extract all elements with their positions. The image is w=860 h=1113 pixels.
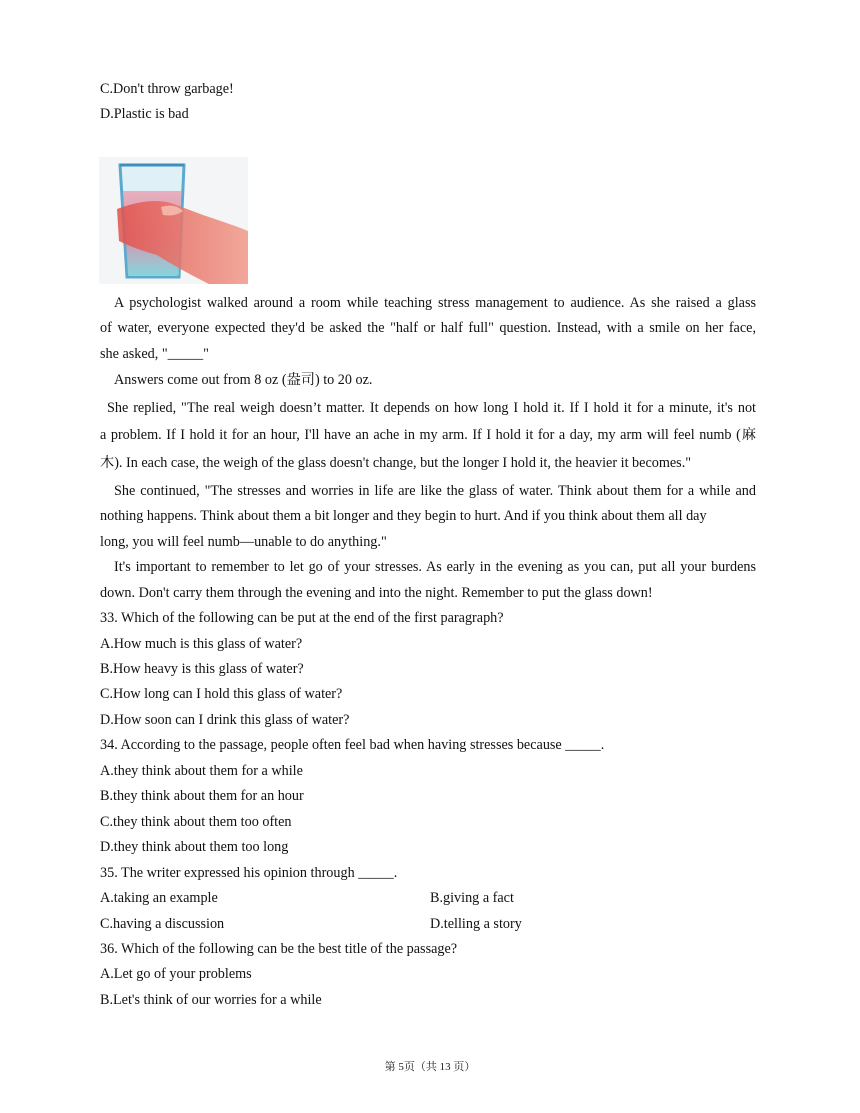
question-33-option-d: D.How soon can I drink this glass of water? (100, 712, 350, 728)
question-34-option-c: C.they think about them too often (100, 814, 292, 830)
question-35-option-b: B.giving a fact (430, 890, 514, 906)
passage-p5-line2: down. Don't carry them through the evening and into the night. Remember to put the glass down! (100, 585, 653, 601)
question-35-option-a: A.taking an example (100, 890, 218, 906)
passage-p3-line2: a problem. If I hold it for an hour, I'll have an ache in my arm. If I hold it for a day, my arm will feel numb (麻 (100, 427, 756, 443)
question-35-option-d: D.telling a story (430, 916, 522, 932)
glass-of-water-image (99, 157, 248, 284)
question-36-stem: 36. Which of the following can be the best title of the passage? (100, 941, 458, 957)
hand-holding-glass-icon (99, 157, 248, 284)
passage-p3-line1: She replied, "The real weigh doesn’t matter. It depends on how long I hold it. If I hold it for a minute, it's not (107, 400, 756, 416)
page-number-footer: 第 5页（共 13 页） (384, 1061, 476, 1073)
question-36-option-b: B.Let's think of our worries for a while (100, 992, 322, 1008)
passage-p2-line1: Answers come out from 8 oz (盎司) to 20 oz. (114, 372, 373, 388)
passage-p4-line1: She continued, "The stresses and worries in life are like the glass of water. Think about them for a while and (114, 483, 756, 499)
question-34-stem: 34. According to the passage, people often feel bad when having stresses because _____. (100, 737, 605, 753)
question-34-option-b: B.they think about them for an hour (100, 788, 304, 804)
option-d-previous: D.Plastic is bad (100, 106, 189, 122)
passage-p3-line3: 木). In each case, the weigh of the glass doesn't change, but the longer I hold it, the heavier it becomes." (100, 455, 692, 471)
question-35-stem: 35. The writer expressed his opinion through _____. (100, 865, 398, 881)
passage-p4-line2: nothing happens. Think about them a bit longer and they begin to hurt. And if you think about them all day (100, 508, 707, 524)
passage-p5-line1: It's important to remember to let go of your stresses. As early in the evening as you can, put all your burdens (114, 559, 756, 575)
passage-p1-line2: of water, everyone expected they'd be asked the "half or half full" question. Instead, with a smile on her face, (100, 320, 756, 336)
question-36-option-a: A.Let go of your problems (100, 966, 252, 982)
question-33-stem: 33. Which of the following can be put at the end of the first paragraph? (100, 610, 504, 626)
passage-p1-line1: A psychologist walked around a room while teaching stress management to audience. As she raised a glass (114, 295, 756, 311)
question-35-option-c: C.having a discussion (100, 916, 225, 932)
question-33-option-c: C.How long can I hold this glass of water? (100, 686, 343, 702)
question-34-option-d: D.they think about them too long (100, 839, 289, 855)
passage-p1-line3: she asked, "_____" (100, 346, 209, 362)
question-33-option-a: A.How much is this glass of water? (100, 636, 303, 652)
question-33-option-b: B.How heavy is this glass of water? (100, 661, 304, 677)
option-c-previous: C.Don't throw garbage! (100, 81, 234, 97)
passage-p4-line3: long, you will feel numb—unable to do anything." (100, 534, 387, 550)
question-34-option-a: A.they think about them for a while (100, 763, 303, 779)
